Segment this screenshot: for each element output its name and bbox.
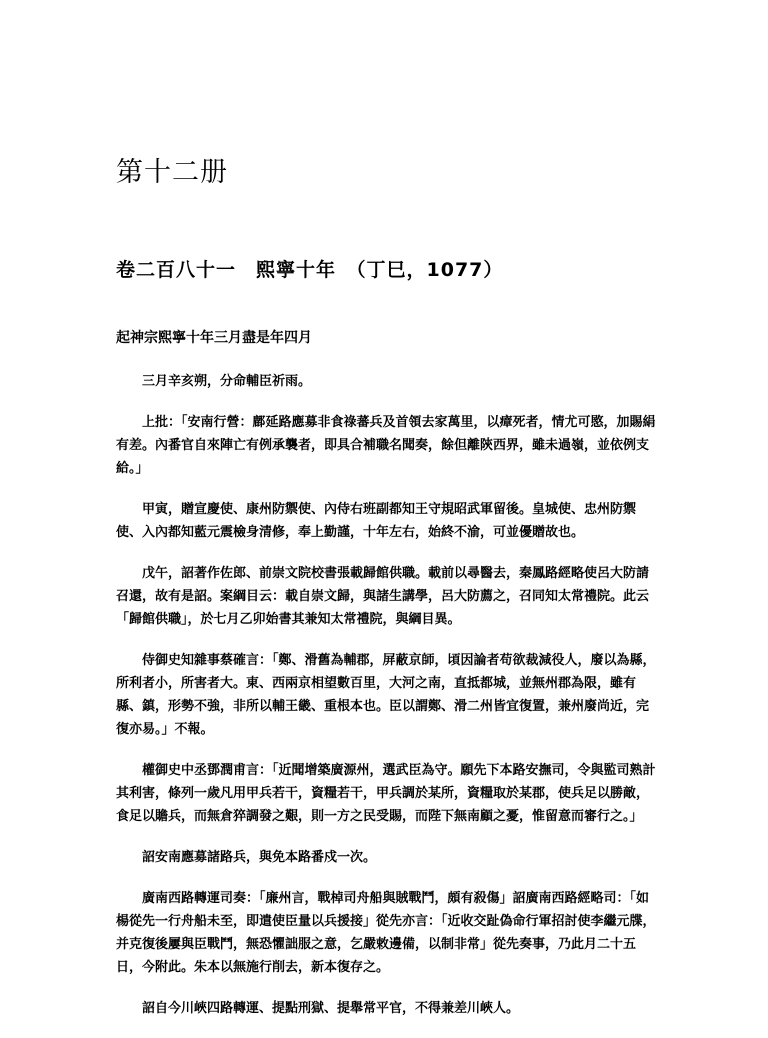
entries-list	[116, 370, 661, 1038]
entry-paragraph: 上批：「安南行營：鄜延路應募非食祿蕃兵及首領去家萬里，以瘴死者，情尤可愍，加賜絹有差。內番官自來陣亡有例承襲者，即具合補職名聞奏，餘但離陝西界，雖未過嶺，並依例支給。」	[116, 415, 656, 476]
entry-paragraph: 三月辛亥朔，分命輔臣祈雨。	[142, 374, 312, 389]
volume-title: 第十二册	[116, 157, 228, 188]
entry-paragraph: 詔安南應募諸路兵，與免本路番戍一次。	[142, 850, 377, 865]
entry-paragraph: 詔自今川峽四路轉運、提點刑獄、提舉常平官，不得兼差川峽人。	[142, 1001, 520, 1016]
entry-paragraph: 甲寅，贈宣慶使、康州防禦使、內侍右班副都知王守規昭武軍留後。皇城使、忠州防禦使、入內都知藍元震檢身清修，奉上勤謹，十年左右，始終不渝，可並優贈故也。	[116, 502, 637, 540]
chapter-title: 卷二百八十一 熙寧十年 （丁巳，1077）	[116, 259, 504, 281]
entry-paragraph: 廣南西路轉運司奏：「廉州言，戰棹司舟船與賊戰鬥，頗有殺傷」詔廣南西路經略司：「如楊從先一行舟船未至，即遣使臣量以兵援接」從先亦言：「近收交趾偽命行軍招討使李繼元牒，并克復後屢與臣戰鬥，無恐懼詘服之意，乞嚴敕邊備，以制非常」從先奏事，乃此月二十五日，今附此。朱本以無施行削去，新本復存之。	[116, 891, 656, 975]
entry-paragraph: 侍御史知雜事蔡確言：「鄭、滑舊為輔郡，屏蔽京師，頃因論者苟欲裁減役人，廢以為縣，所利者小，所害者大。東、西兩京相望數百里，大河之南，直抵都城，並無州郡為限，雖有縣、鎮，形勢不強，非所以輔王畿、重根本也。臣以謂鄭、滑二州皆宜復置，兼州廢尚近，完復亦易。」不報。	[116, 653, 656, 737]
entry-paragraph: 權御史中丞鄧潤甫言：「近聞增築廣源州，選武臣為守。願先下本路安撫司，令與監司熟計其利害，條列一歲凡用甲兵若干，資糧若干，甲兵調於某所，資糧取於某郡，使兵足以勝敵，食足以贍兵，而無倉猝調發之艱，則一方之民受賜，而陛下無南顧之憂，惟留意而審行之。」	[116, 763, 656, 824]
entry-paragraph: 戊午，詔著作佐郎、前崇文院校書張載歸館供職。載前以尋醫去，秦鳳路經略使呂大防請召還，故有是詔。案綱目云：載自崇文歸，與諸生講學，呂大防薦之，召同知太常禮院。此云「歸館供職」，於七月乙卯始書其兼知太常禮院，與綱目異。	[116, 566, 650, 627]
date-range-line: 起神宗熙寧十年三月盡是年四月	[116, 330, 312, 346]
